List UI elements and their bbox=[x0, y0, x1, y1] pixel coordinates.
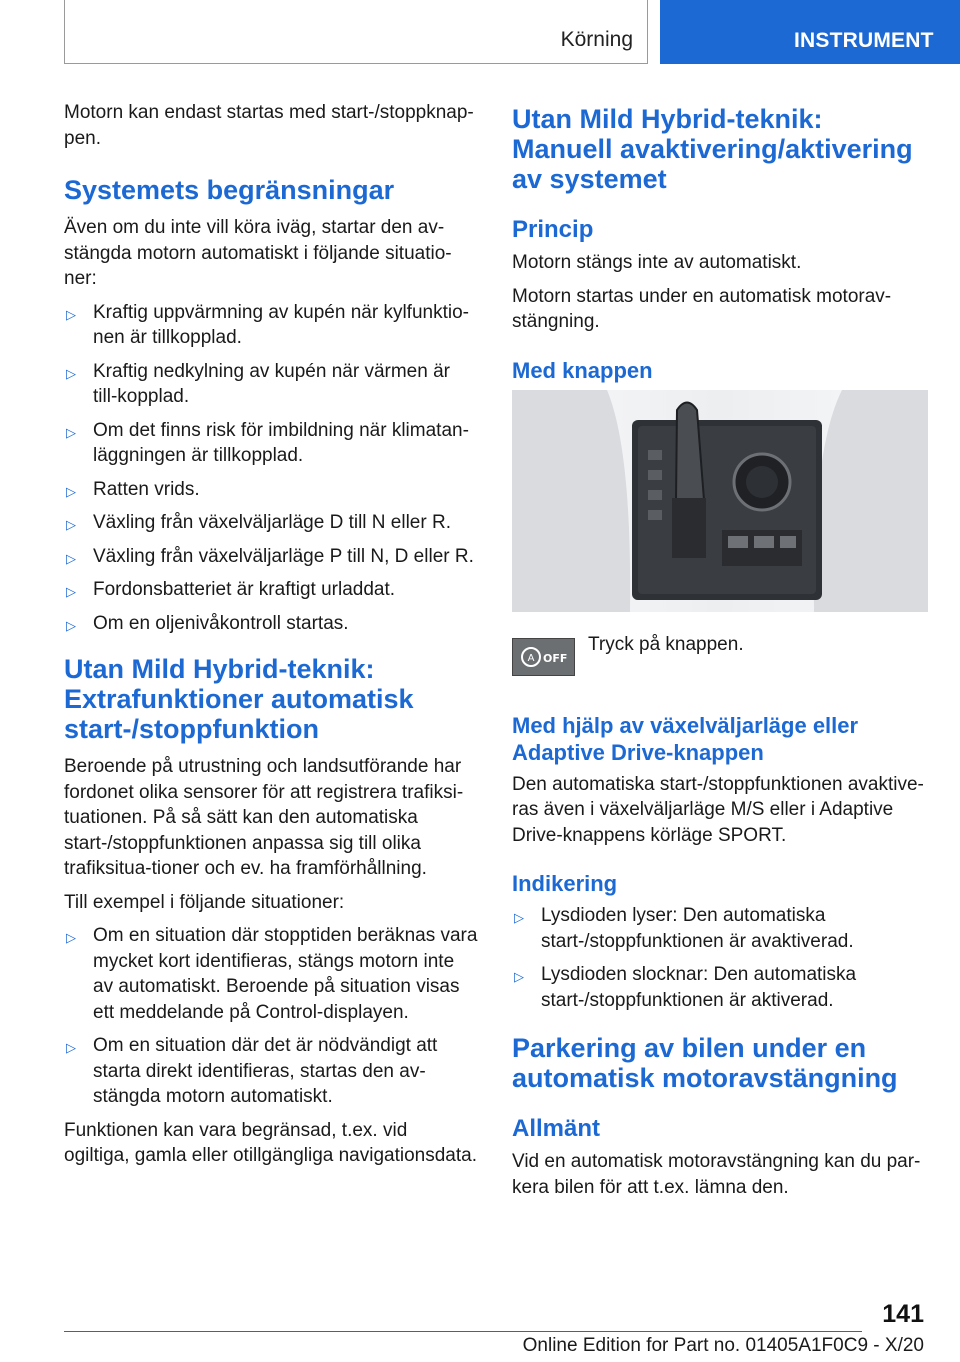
heading-extra-functions: Utan Mild Hybrid-teknik: Extrafunktioner automatisk start-/stoppfunktion bbox=[64, 654, 414, 744]
center-console-photo bbox=[512, 390, 928, 612]
heading-selector: Med hjälp av växelväljarläge eller Adaptive Drive-knappen bbox=[512, 712, 859, 765]
heading-with-button: Med knappen bbox=[512, 357, 653, 383]
list-item: ▷ Lysdioden slocknar: Den automatiska start-/stoppfunktionen är aktiverad. bbox=[514, 964, 857, 1011]
extra-paragraph-3: Funktionen kan vara begränsad, t.ex. vid ogiltiga, gamla eller otillgängliga navigationsdata. bbox=[64, 1119, 477, 1166]
indicator-list bbox=[512, 903, 928, 1013]
general-paragraph: Vid en automatisk motoravstängning kan du par-kera bilen för att t.ex. lämna den. bbox=[512, 1151, 921, 1198]
heading-parking: Parkering av bilen under en automatisk motoravstängning bbox=[512, 1033, 898, 1093]
triangle-right-icon: ▷ bbox=[514, 969, 524, 984]
triangle-right-icon: ▷ bbox=[66, 930, 76, 945]
principle-paragraph-1: Motorn stängs inte av automatiskt. bbox=[512, 252, 802, 273]
footer-divider bbox=[64, 1331, 862, 1332]
triangle-right-icon: ▷ bbox=[66, 306, 76, 322]
button-instruction-text: Tryck på knappen. bbox=[588, 633, 744, 655]
center-console-illustration bbox=[512, 390, 928, 612]
svg-text:A: A bbox=[527, 652, 535, 664]
list-item: ▷ Växling från växelväljarläge D till N eller R. bbox=[64, 510, 478, 536]
triangle-right-icon: ▷ bbox=[66, 1040, 76, 1055]
extra-paragraph-2: Till exempel i följande situationer: bbox=[64, 891, 345, 913]
heading-limitations: Systemets begränsningar bbox=[64, 175, 395, 205]
triangle-right-icon: ▷ bbox=[514, 910, 524, 925]
triangle-right-icon: ▷ bbox=[66, 483, 76, 499]
list-item: ▷ Om det finns risk för imbildning när klimatan-läggningen är tillkopplad. bbox=[66, 419, 469, 466]
list-item: ▷ Fordonsbatteriet är kraftigt urladdat. bbox=[64, 577, 478, 603]
button-instruction-row bbox=[512, 632, 928, 694]
button-icon-label: OFF bbox=[543, 651, 568, 665]
right-column bbox=[512, 100, 928, 1208]
triangle-right-icon: ▷ bbox=[66, 617, 76, 633]
triangle-right-icon: ▷ bbox=[66, 550, 76, 566]
limitations-intro: Även om du inte vill köra iväg, startar den av-stängda motorn automatiskt i följande situatio-ner: bbox=[64, 217, 452, 289]
intro-paragraph: Motorn kan endast startas med start-/stoppknap-pen. bbox=[64, 102, 474, 149]
header-section-title: Körning bbox=[560, 28, 633, 51]
list-item: ▷ Om en situation där det är nödvändigt att starta direkt identifieras, startas den av-stängda motorn automatiskt. bbox=[66, 1035, 438, 1107]
list-item: ▷ Växling från växelväljarläge P till N, D eller R. bbox=[64, 544, 478, 570]
list-item: ▷ Kraftig nedkylning av kupén när värmen är till-kopplad. bbox=[66, 360, 450, 407]
auto-start-stop-off-icon[interactable] bbox=[512, 638, 575, 676]
header-chapter-tab[interactable]: INSTRUMENT bbox=[660, 0, 960, 64]
triangle-right-icon: ▷ bbox=[66, 365, 76, 381]
list-item: ▷ Ratten vrids. bbox=[64, 477, 478, 503]
triangle-right-icon: ▷ bbox=[66, 424, 76, 440]
list-item: ▷ Kraftig uppvärmning av kupén när kylfunktio-nen är tillkopplad. bbox=[66, 301, 469, 348]
heading-general: Allmänt bbox=[512, 1115, 601, 1142]
heading-indicator: Indikering bbox=[512, 871, 618, 896]
triangle-right-icon: ▷ bbox=[66, 517, 76, 532]
page-number: 141 bbox=[882, 1300, 924, 1328]
selector-paragraph: Den automatiska start-/stoppfunktionen avaktive-ras även i växelväljarläge M/S eller i Adaptive Drive-knappens körläge SPORT. bbox=[512, 773, 924, 846]
list-item: ▷ Om en situation där stopptiden beräknas vara mycket kort identifieras, stängs motorn inte av automatiskt. Beroende på situation visas ett meddelande på Control-displayen. bbox=[66, 925, 478, 1023]
list-item: ▷ Lysdioden lyser: Den automatiska start-/stoppfunktionen är avaktiverad. bbox=[514, 905, 854, 952]
header-frame bbox=[64, 0, 648, 64]
heading-principle: Princip bbox=[512, 216, 594, 243]
principle-paragraph-2: Motorn startas under en automatisk motorav-stängning. bbox=[512, 285, 892, 332]
extra-list bbox=[64, 923, 478, 1110]
heading-manual-deactivation: Utan Mild Hybrid-teknik: Manuell avaktivering/aktivering av systemet bbox=[512, 104, 913, 194]
limitations-list bbox=[64, 300, 478, 637]
extra-paragraph-1: Beroende på utrustning och landsutförande har fordonet olika sensorer för att registrera trafiksi-tuationen. På så sätt kan den automatiska start-/stoppfunktionen anpassa sig till olika trafiksitua-tioner och ev. ha framförhållning. bbox=[64, 756, 464, 879]
triangle-right-icon: ▷ bbox=[66, 584, 76, 599]
list-item: ▷ Om en oljenivåkontroll startas. bbox=[64, 611, 478, 637]
footer-edition: Online Edition for Part no. 01405A1F0C9 - X/20 bbox=[522, 1335, 924, 1356]
left-column bbox=[64, 100, 478, 1177]
